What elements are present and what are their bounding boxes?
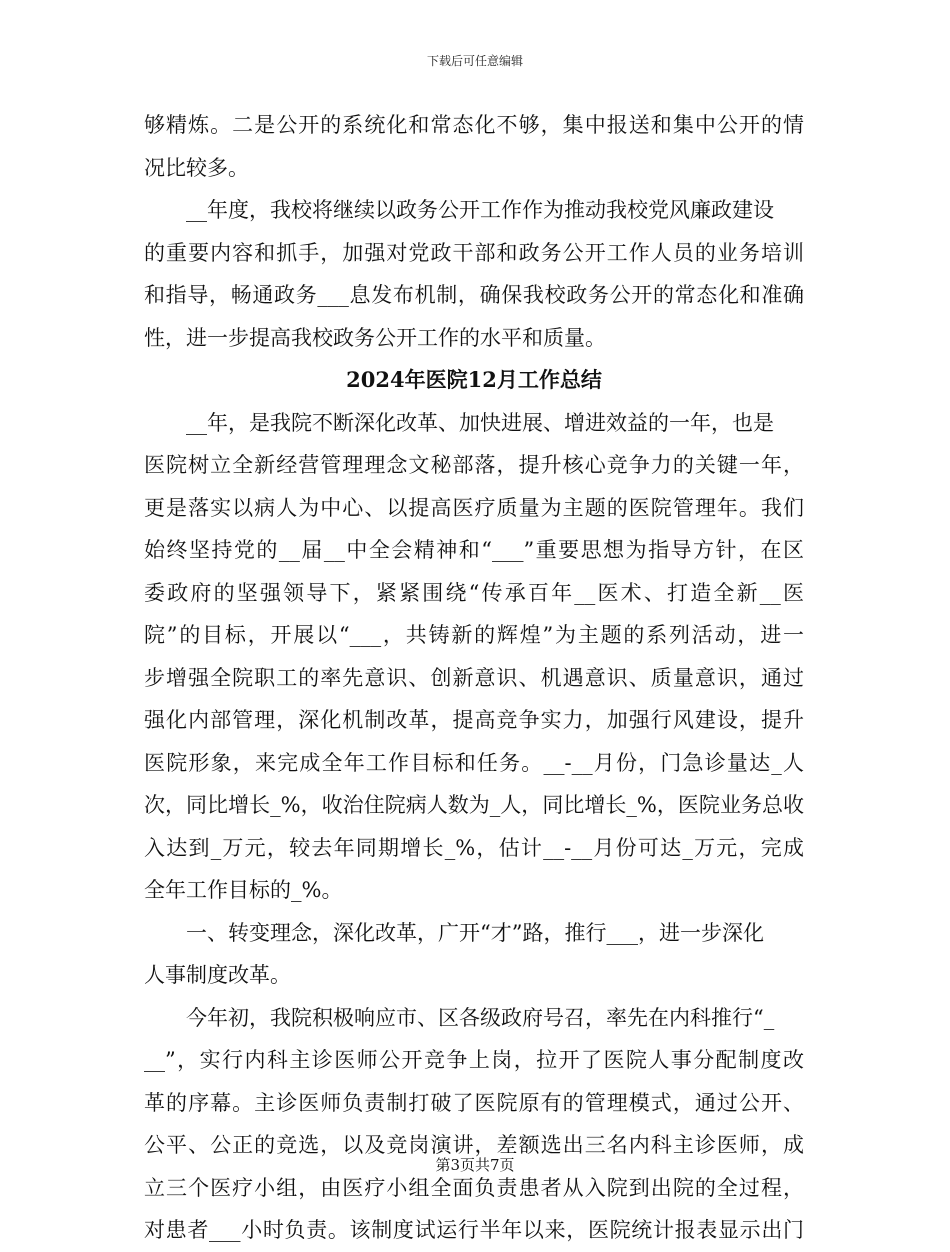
text-line: 和指导，畅通政务___息发布机制，确保我校政务公开的常态化和准确 xyxy=(144,283,804,307)
document-body xyxy=(144,104,804,1252)
text-line: 次，同比增长_%，收治住院病人数为_人，同比增长_%，医院业务总收 xyxy=(144,793,804,817)
text-line: 全年工作目标的_%。 xyxy=(144,878,343,902)
text-line: 的重要内容和抓手，加强对党政干部和政务公开工作人员的业务培训 xyxy=(144,240,804,265)
text-line: 入达到_万元，较去年同期增长_%，估计__-__月份可达_万元，完成 xyxy=(144,835,804,860)
text-line: 况比较多。 xyxy=(144,155,249,180)
text-line: __年度，我校将继续以政务公开工作作为推动我校党风廉政建设 xyxy=(186,198,774,222)
page-footer: 第3页共7页 xyxy=(435,1156,515,1174)
text-line: 人事制度改革。 xyxy=(144,963,291,987)
text-line: 一、转变理念，深化改革，广开“才”路，推行___，进一步深化 xyxy=(186,920,764,945)
text-line: 委政府的坚强领导下，紧紧围绕“传承百年__医术、打造全新__医 xyxy=(144,580,804,605)
text-line: 医院树立全新经营管理理念文秘部落，提升核心竞争力的关键一年， xyxy=(144,453,804,477)
text-line: 革的序幕。主诊医师负责制打破了医院原有的管理模式，通过公开、 xyxy=(144,1090,804,1115)
text-line: 够精炼。二是公开的系统化和常态化不够，集中报送和集中公开的情 xyxy=(144,113,804,137)
text-line: __”，实行内科主诊医师公开竞争上岗，拉开了医院人事分配制度改 xyxy=(144,1048,804,1072)
text-line: 医院形象，来完成全年工作目标和任务。__-__月份，门急诊量达_人 xyxy=(144,750,804,775)
text-line: 立三个医疗小组，由医疗小组全面负责患者从入院到出院的全过程， xyxy=(144,1175,804,1200)
text-line: __年，是我院不断深化改革、加快进展、增进效益的一年，也是 xyxy=(186,410,774,435)
page-header: 下载后可任意编辑 xyxy=(426,54,523,68)
text-line: 性，进一步提高我校政务公开工作的水平和质量。 xyxy=(144,325,606,350)
text-line: 更是落实以病人为中心、以提高医疗质量为主题的医院管理年。我们 xyxy=(144,495,804,520)
section-title: 2024年医院12月工作总结 xyxy=(346,367,602,392)
text-line: 今年初，我院积极响应市、区各级政府号召，率先在内科推行“_ xyxy=(186,1005,775,1030)
text-line: 对患者___小时负责。该制度试运行半年以来，医院统计报表显示出门 xyxy=(144,1218,804,1242)
text-line: 院”的目标，开展以“___，共铸新的辉煌”为主题的系列活动，进一 xyxy=(144,623,804,647)
text-line: 步增强全院职工的率先意识、创新意识、机遇意识、质量意识，通过 xyxy=(144,665,804,690)
text-line: 始终坚持党的__届__中全会精神和“___”重要思想为指导方针，在区 xyxy=(144,538,804,562)
text-line: 公平、公正的竞选，以及竞岗演讲，差额选出三名内科主诊医师，成 xyxy=(144,1133,804,1157)
text-line: 强化内部管理，深化机制改革，提高竞争实力，加强行风建设，提升 xyxy=(144,708,804,732)
